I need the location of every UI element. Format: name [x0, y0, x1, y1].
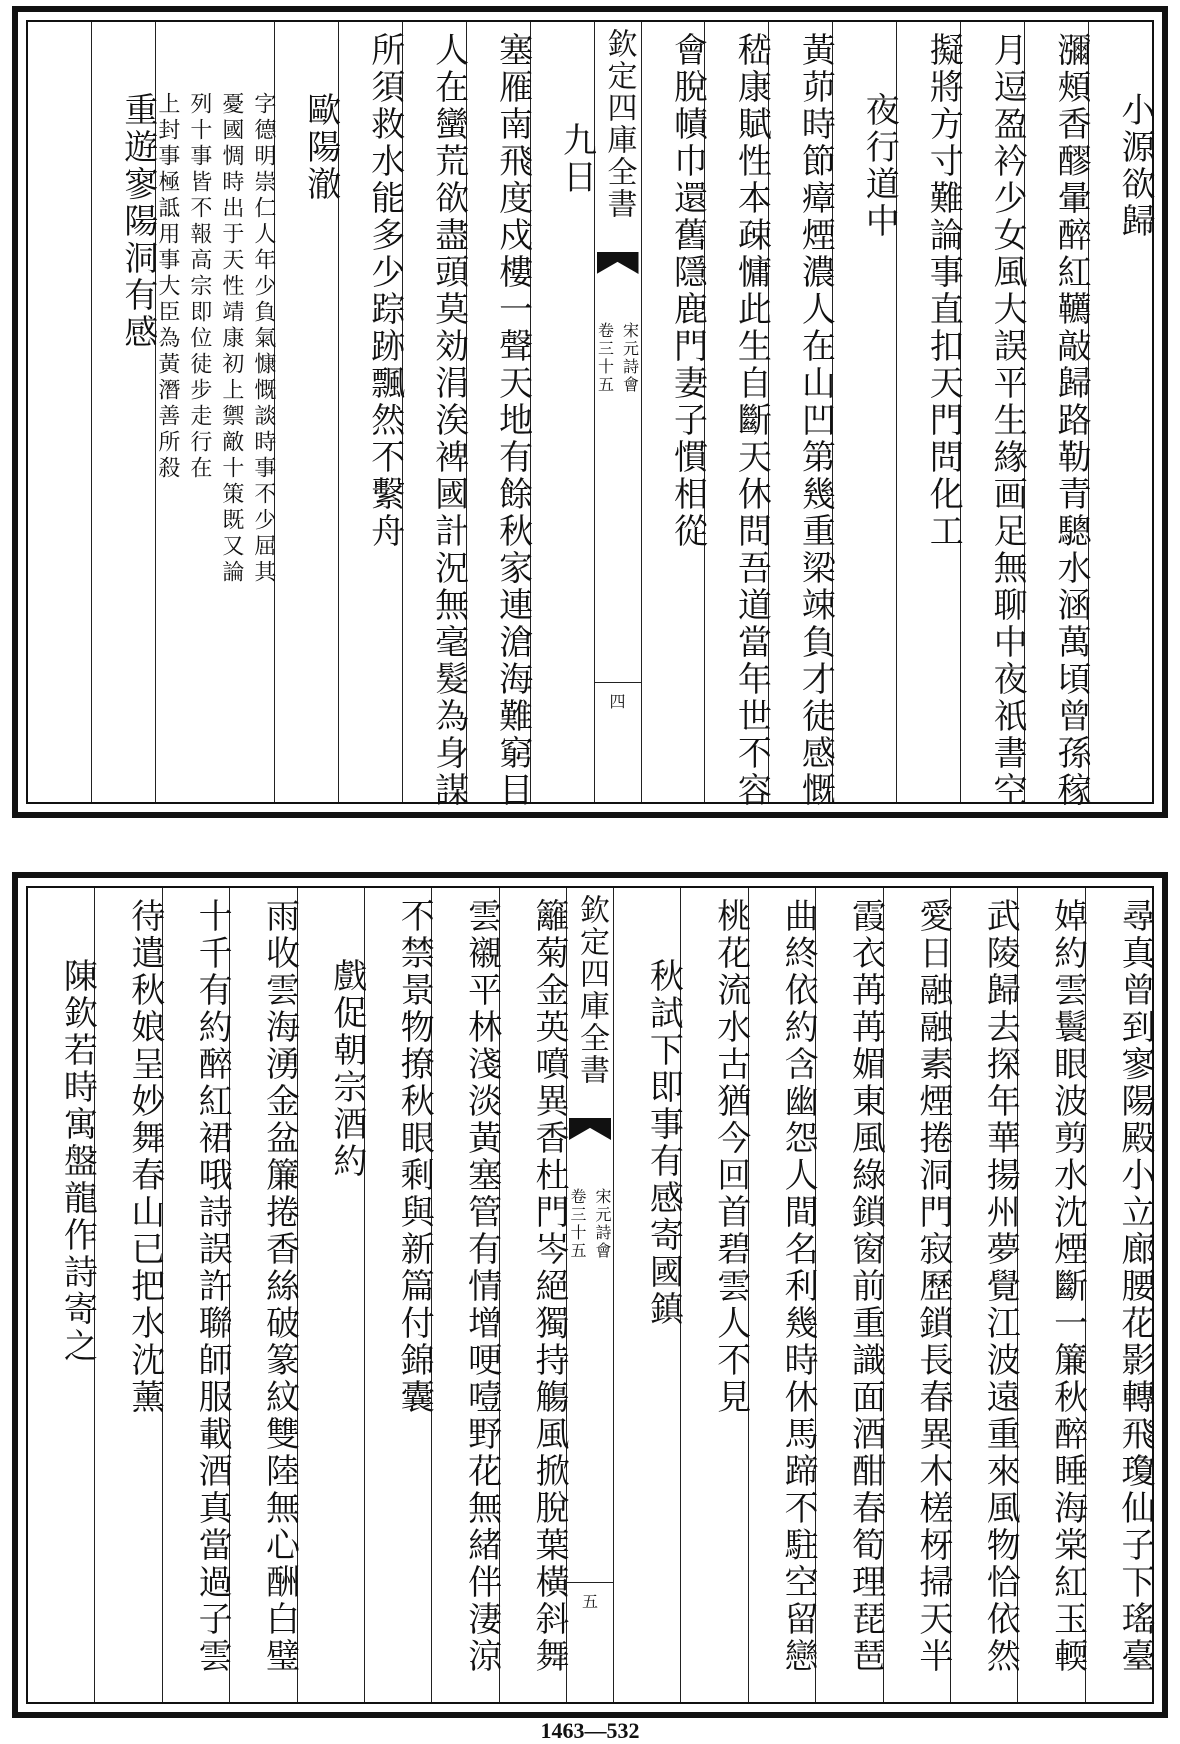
text-column: [896, 22, 964, 802]
poem-line: 桃花流水古猶今回首碧雲人不見: [710, 898, 751, 1416]
poem-line: 待遣秋娘呈妙舞春山已把水沈薰: [124, 898, 165, 1416]
author-name: 歐陽澈: [300, 92, 341, 203]
poem-line: 黃茆時節瘴煙濃人在山凹第幾重梁竦負才徒感慨: [795, 32, 836, 809]
text-column: [1024, 22, 1092, 809]
text-column: [91, 22, 158, 802]
text-column: [499, 888, 569, 1702]
text-column: [162, 888, 233, 1702]
text-column: [338, 22, 405, 802]
poem-line: 擬將方寸難論事直扣天門問化工: [923, 32, 964, 550]
page-top: [12, 6, 1168, 818]
poem-line: 瀰頰香醪暈醉紅韉敲歸路勒青驄水涵萬頃曾孫稼: [1051, 32, 1092, 809]
text-column: [28, 888, 98, 1702]
poem-line: 曲終依約含幽怨人間名利幾時休馬蹄不駐空留戀: [778, 898, 819, 1675]
center-gutter: [566, 888, 613, 1702]
biography-note-line: 字德明崇仁人年少負氣慷慨談時事不少屈其: [250, 92, 276, 586]
poem-line: 尋真曾到寥陽殿小立廊腰花影轉飛瓊仙子下瑤臺: [1115, 898, 1155, 1675]
text-column: [297, 888, 367, 1702]
poem-title: 九日: [556, 122, 597, 196]
gutter-title: 欽定四庫全書: [574, 894, 609, 1086]
text-column: [364, 888, 435, 1702]
gutter-collection-line: 宋元詩會: [593, 1188, 612, 1260]
poem-line: 雨收雲海湧金盆簾捲香絲破篆紋雙陸無心酬白璧: [259, 898, 300, 1675]
text-column: [530, 22, 597, 802]
poem-line: 人在蠻荒欲盡頭莫効涓涘裨國計況無毫髮為身謀: [428, 32, 469, 809]
text-column: [832, 22, 900, 802]
gutter-collection-label: [567, 1188, 613, 1260]
gutter-collection-line: 卷三十五: [568, 1188, 587, 1260]
poem-line: 雲襯平林淺淡黃塞管有情增哽噎野花無緒伴淒涼: [461, 898, 502, 1675]
text-column: [768, 22, 836, 809]
poem-title: 秋試下即事有感寄國鎮: [643, 958, 684, 1328]
poem-line: 婥約雲鬟眼波剪水沈煙斷一簾秋醉睡海棠紅玉輭: [1047, 898, 1088, 1675]
page-bottom: [12, 872, 1168, 1718]
page-number-footer: 1463—532: [540, 1718, 640, 1743]
text-column: [613, 888, 684, 1702]
text-column: [641, 22, 708, 802]
gutter-collection-line: 卷三十五: [595, 322, 615, 394]
page-bottom-columns: [26, 886, 1154, 1704]
poem-line: 嵇康賦性本疎慵此生自斷天休問吾道當年世不容: [731, 32, 772, 809]
text-column: [431, 888, 502, 1702]
text-column: [466, 22, 533, 809]
text-column: [1085, 888, 1155, 1702]
biography-note-line: 上封事極詆用事大臣為黃潛善所殺: [154, 92, 180, 482]
text-column: [748, 888, 819, 1702]
gutter-collection-label: [595, 322, 641, 394]
poem-line: 所須救水能多少踪跡飄然不繫舟: [364, 32, 405, 550]
poem-line: 籬菊金英噴異香杜門岑絕獨持觴風掀脫葉橫斜舞: [529, 898, 569, 1675]
poem-title: 陳欽若時寓盤龍作詩寄之: [57, 958, 98, 1365]
poem-line: 不禁景物撩秋眼剩與新篇付錦囊: [394, 898, 435, 1416]
fishtail-mark-icon: [569, 1118, 611, 1140]
poem-line: 塞雁南飛度戍樓一聲天地有餘秋家連滄海難窮目: [492, 32, 533, 809]
gutter-page-number: 四: [595, 682, 641, 712]
text-column: [815, 888, 886, 1702]
text-column: [1088, 22, 1155, 802]
gutter-page-number: 五: [567, 1582, 613, 1612]
text-column: [402, 22, 469, 809]
poem-line: 十千有約醉紅裙哦詩誤許聯師服載酒真當過子雲: [192, 898, 233, 1675]
poem-title: 小源欲歸: [1115, 92, 1155, 240]
text-column: [1017, 888, 1088, 1702]
text-column: [950, 888, 1021, 1702]
text-column: [94, 888, 165, 1702]
poem-line: 武陵歸去探年華揚州夢覺江波遠重來風物恰依然: [980, 898, 1021, 1675]
poem-line: 會脫幘巾還舊隱鹿門妻子慣相從: [667, 32, 708, 550]
text-column: [960, 22, 1028, 809]
text-column: [883, 888, 953, 1702]
biography-note-line: 列十事皆不報高宗即位徒步走行在: [186, 92, 212, 482]
poem-title: 夜行道中: [859, 92, 900, 240]
text-column: [704, 22, 772, 809]
biography-note-line: 憂國惆時出于天性靖康初上禦敵十策既又論: [218, 92, 244, 586]
center-gutter: [594, 22, 641, 802]
text-column: [274, 22, 341, 802]
text-column: [680, 888, 751, 1702]
fishtail-mark-icon: [597, 252, 639, 274]
poem-line: 愛日融融素煙捲洞門寂歷鎖長春異木槎枒掃天半: [912, 898, 953, 1675]
text-column: [229, 888, 300, 1702]
poem-line: 霞衣苒苒媚東風綠鎖窗前重識面酒酣春筍理琵琶: [845, 898, 886, 1675]
poem-title: 戲促朝宗酒約: [326, 958, 367, 1180]
biography-note-column: [155, 22, 274, 802]
poem-line: 月逗盈衿少女風大誤平生緣画足無聊中夜祇書空: [987, 32, 1028, 809]
page-top-columns: [26, 20, 1155, 809]
gutter-collection-line: 宋元詩會: [620, 322, 640, 394]
poem-title: 重遊寥陽洞有感: [117, 92, 158, 351]
gutter-title: 欽定四庫全書: [601, 28, 637, 220]
text-column: [28, 22, 91, 802]
